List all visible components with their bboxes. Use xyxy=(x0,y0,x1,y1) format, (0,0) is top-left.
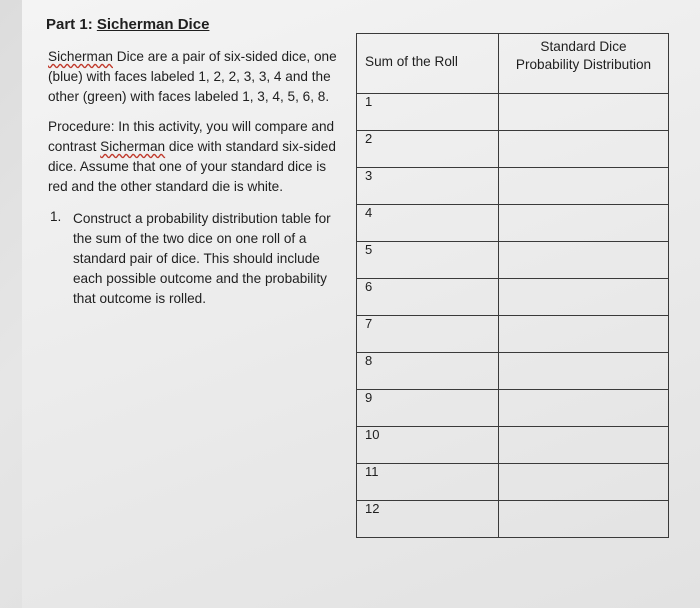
sum-cell: 10 xyxy=(357,427,499,464)
page-title xyxy=(46,16,209,33)
probability-cell[interactable] xyxy=(499,427,669,464)
probability-cell[interactable] xyxy=(499,94,669,131)
probability-cell[interactable] xyxy=(499,168,669,205)
table-row xyxy=(357,279,669,316)
header-sum-of-roll: Sum of the Roll xyxy=(357,34,499,94)
probability-cell[interactable] xyxy=(499,131,669,168)
title-prefix: Part 1: xyxy=(46,16,97,33)
header-standard-dice xyxy=(499,34,669,94)
sum-cell: 8 xyxy=(357,353,499,390)
sum-cell: 3 xyxy=(357,168,499,205)
probability-cell[interactable] xyxy=(499,501,669,538)
procedure-before: Procedure: In this activity, you will compare and contrast xyxy=(48,119,335,154)
sum-cell: 1 xyxy=(357,94,499,131)
sum-cell: 9 xyxy=(357,390,499,427)
intro-rest: Dice are a pair of six-sided dice, one (blue) with faces labeled 1, 2, 2, 3, 3, 4 and the other (green) with faces labeled 1, 3, 4, 5, 6, 8. xyxy=(48,49,337,104)
sum-cell: 7 xyxy=(357,316,499,353)
table-row xyxy=(357,94,669,131)
probability-cell[interactable] xyxy=(499,205,669,242)
sum-cell: 11 xyxy=(357,464,499,501)
table-row xyxy=(357,242,669,279)
header-standard-dice-line1: Standard Dice xyxy=(540,39,627,54)
probability-cell[interactable] xyxy=(499,279,669,316)
procedure-paragraph xyxy=(48,117,348,197)
title-text: Sicherman Dice xyxy=(96,16,210,33)
header-standard-dice-line2: Probability Distribution xyxy=(515,57,652,72)
sum-cell: 4 xyxy=(357,205,499,242)
sum-cell: 6 xyxy=(357,279,499,316)
table-row xyxy=(357,316,669,353)
table-row xyxy=(357,168,669,205)
table-header-row xyxy=(357,34,669,94)
procedure-after: dice with standard six-sided dice. Assume that one of your standard dice is red and the other standard die is white. xyxy=(48,139,336,194)
probability-table xyxy=(356,33,669,538)
sum-cell: 12 xyxy=(357,501,499,538)
question-number: 1. xyxy=(50,209,62,224)
table-row xyxy=(357,464,669,501)
intro-lead-word: Sicherman xyxy=(48,49,113,64)
table-row xyxy=(357,390,669,427)
procedure-word: Sicherman xyxy=(100,139,166,154)
sum-cell: 5 xyxy=(357,242,499,279)
probability-cell[interactable] xyxy=(499,353,669,390)
sum-cell: 2 xyxy=(357,131,499,168)
probability-cell[interactable] xyxy=(499,242,669,279)
table-row xyxy=(357,353,669,390)
intro-paragraph xyxy=(48,47,348,107)
table-row xyxy=(357,501,669,538)
question-text: Construct a probability distribution table for the sum of the two dice on one roll of a standard pair of dice. This should include each possible outcome and the probability that outcome is rolled. xyxy=(73,211,331,306)
probability-cell[interactable] xyxy=(499,390,669,427)
table-row xyxy=(357,427,669,464)
probability-cell[interactable] xyxy=(499,316,669,353)
table-row xyxy=(357,205,669,242)
table-row xyxy=(357,131,669,168)
probability-cell[interactable] xyxy=(499,464,669,501)
